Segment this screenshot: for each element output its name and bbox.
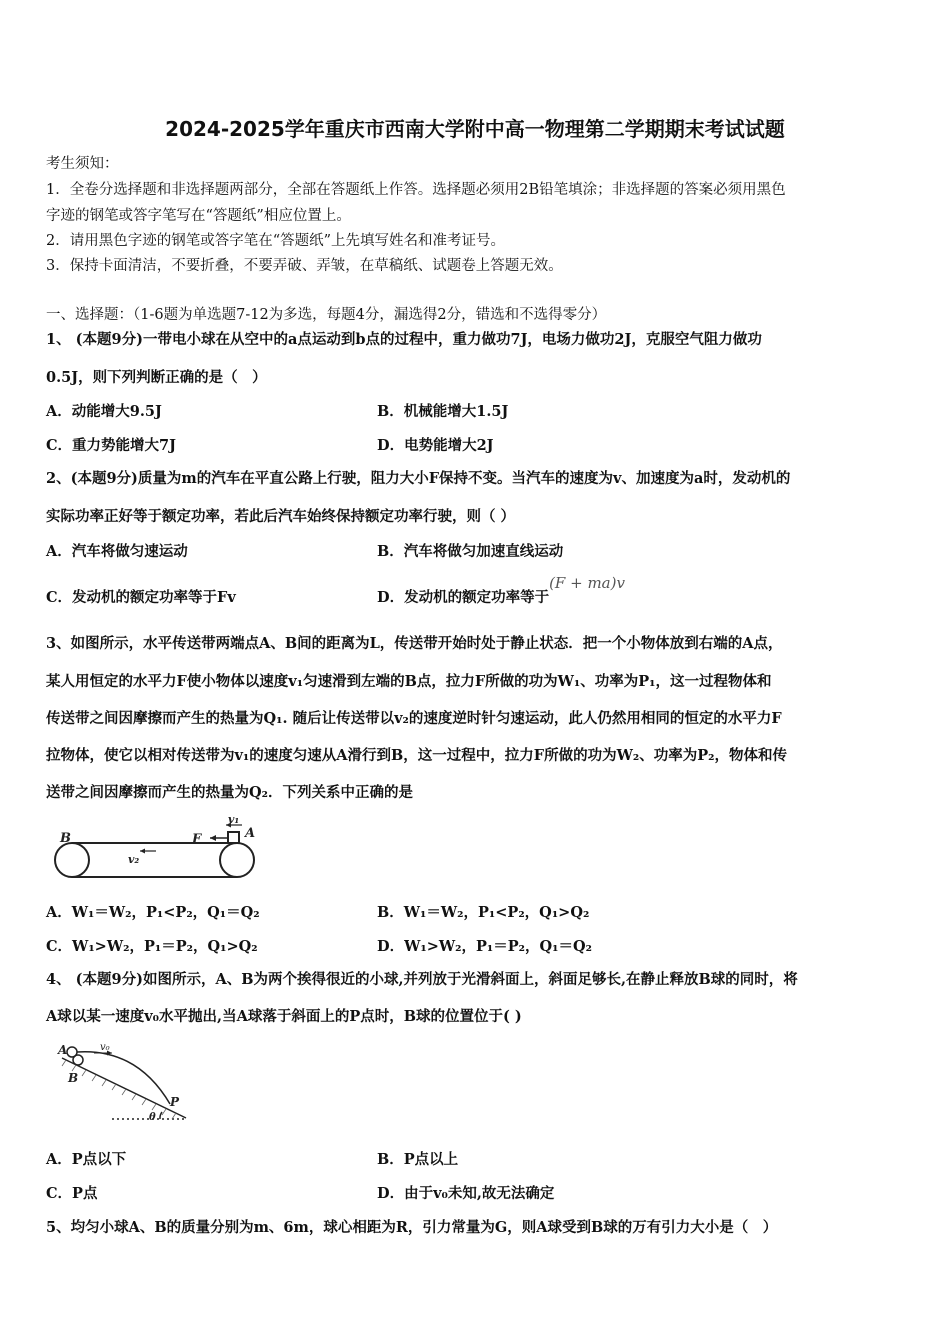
q4-option-c: C．P点	[46, 1185, 98, 1202]
q1-option-a: A．动能增大9.5J	[46, 403, 162, 420]
question-5-text: 5、均匀小球A、B的质量分别为m、6m，球心相距为R，引力常量为G，则A球受到B球的万有引力大小是（ ）	[46, 1219, 778, 1236]
page-title: 2024-2025学年重庆市西南大学附中高一物理第二学期期末考试试题	[165, 117, 785, 141]
left-pulley	[55, 843, 89, 877]
projectile-path	[77, 1052, 170, 1104]
q4-option-b: B．P点以上	[377, 1151, 459, 1168]
small-block	[228, 832, 239, 843]
question-1-text: 1、 (本题9分)一带电小球在从空中的a点运动到b点的过程中，重力做功7J，电场力做功2J，克服空气阻力做功	[46, 331, 762, 348]
section-heading: 一、选择题：（1-6题为单选题7-12为多选，每题4分，漏选得2分，错选和不选得零分）	[46, 307, 607, 323]
right-pulley	[220, 843, 254, 877]
q3-option-d: D．W₁>W₂，P₁＝P₂，Q₁＝Q₂	[377, 938, 592, 955]
angle-arc	[160, 1112, 162, 1119]
q1-option-c: C．重力势能增大7J	[46, 437, 176, 454]
ball-b	[73, 1055, 83, 1065]
label-v0: v₀	[100, 1042, 110, 1053]
q2-option-a: A．汽车将做匀速运动	[46, 543, 188, 560]
label-v1: v₁	[228, 813, 240, 826]
q2-option-c: C．发动机的额定功率等于Fv	[46, 589, 236, 606]
label-f: F	[192, 832, 202, 847]
notice-item: 3．保持卡面清洁，不要折叠，不要弄破、弄皱，在草稿纸、试题卷上答题无效。	[46, 258, 563, 274]
q1-option-d: D．电势能增大2J	[377, 437, 494, 454]
q1-option-b: B．机械能增大1.5J	[377, 403, 509, 420]
q4-option-d: D．由于v₀未知,故无法确定	[377, 1185, 555, 1202]
label-p: P	[170, 1095, 180, 1109]
q2-option-d-label: D．发动机的额定功率等于	[377, 589, 550, 606]
q4-option-a: A．P点以下	[46, 1151, 127, 1168]
question-4-text: 4、 (本题9分)如图所示，A、B为两个挨得很近的小球,并列放于光滑斜面上，斜面足够长,在静止释放B球的同时，将	[46, 971, 798, 988]
question-2-text: 实际功率正好等于额定功率，若此后汽车始终保持额定功率行驶，则（ ）	[46, 508, 516, 525]
notice-item: 2．请用黑色字迹的钢笔或答字笔在“答题纸”上先填写姓名和准考证号。	[46, 233, 506, 249]
q3-option-b: B．W₁＝W₂，P₁<P₂，Q₁>Q₂	[377, 904, 590, 921]
q3-option-a: A．W₁＝W₂，P₁<P₂，Q₁＝Q₂	[46, 904, 260, 921]
notice-item: 1．全卷分选择题和非选择题两部分，全部在答题纸上作答。选择题必须用2B铅笔填涂；非选择题的答案必须用黑色	[46, 182, 786, 198]
conveyor-belt-figure	[50, 813, 260, 883]
label-a: A	[245, 826, 256, 841]
question-3-text: 传送带之间因摩擦而产生的热量为Q₁. 随后让传送带以v₂的速度逆时针匀速运动，此人仍然用相同的恒定的水平力F	[46, 710, 782, 727]
question-3-text: 3、如图所示，水平传送带两端点A、B间的距离为L，传送带开始时处于静止状态．把一个小物体放到右端的A点，	[46, 635, 783, 652]
question-3-text: 送带之间因摩擦而产生的热量为Q₂．下列关系中正确的是	[46, 784, 413, 801]
incline-surface	[62, 1058, 186, 1118]
q2-option-b: B．汽车将做匀加速直线运动	[377, 543, 564, 560]
question-2-text: 2、(本题9分)质量为m的汽车在平直公路上行驶，阻力大小F保持不变。当汽车的速度为v、加速度为a时，发动机的	[46, 470, 791, 487]
notice-heading: 考生须知：	[46, 156, 119, 172]
question-3-text: 某人用恒定的水平力F使小物体以速度v₁匀速滑到左端的B点，拉力F所做的功为W₁、功率为P₁，这一过程物体和	[46, 673, 772, 690]
label-b: B	[68, 1071, 79, 1085]
question-1-text: 0.5J，则下列判断正确的是（ ）	[46, 369, 267, 386]
label-v2: v₂	[128, 853, 140, 866]
label-a: A	[58, 1043, 68, 1057]
notice-item: 字迹的钢笔或答字笔写在“答题纸”相应位置上。	[46, 208, 351, 224]
question-3-text: 拉物体，使它以相对传送带为v₁的速度匀速从A滑行到B，这一过程中，拉力F所做的功为W₂、功率为P₂，物体和传	[46, 747, 787, 764]
q3-option-c: C．W₁>W₂，P₁＝P₂，Q₁>Q₂	[46, 938, 258, 955]
power-formula: (F + ma)v	[549, 574, 625, 592]
incline-projectile-figure	[52, 1040, 192, 1124]
question-4-text: A球以某一速度v₀水平抛出,当A球落于斜面上的P点时，B球的位置位于( )	[46, 1008, 522, 1025]
q2-option-d	[377, 574, 625, 607]
label-theta: θ	[149, 1112, 156, 1123]
label-b: B	[60, 831, 71, 846]
